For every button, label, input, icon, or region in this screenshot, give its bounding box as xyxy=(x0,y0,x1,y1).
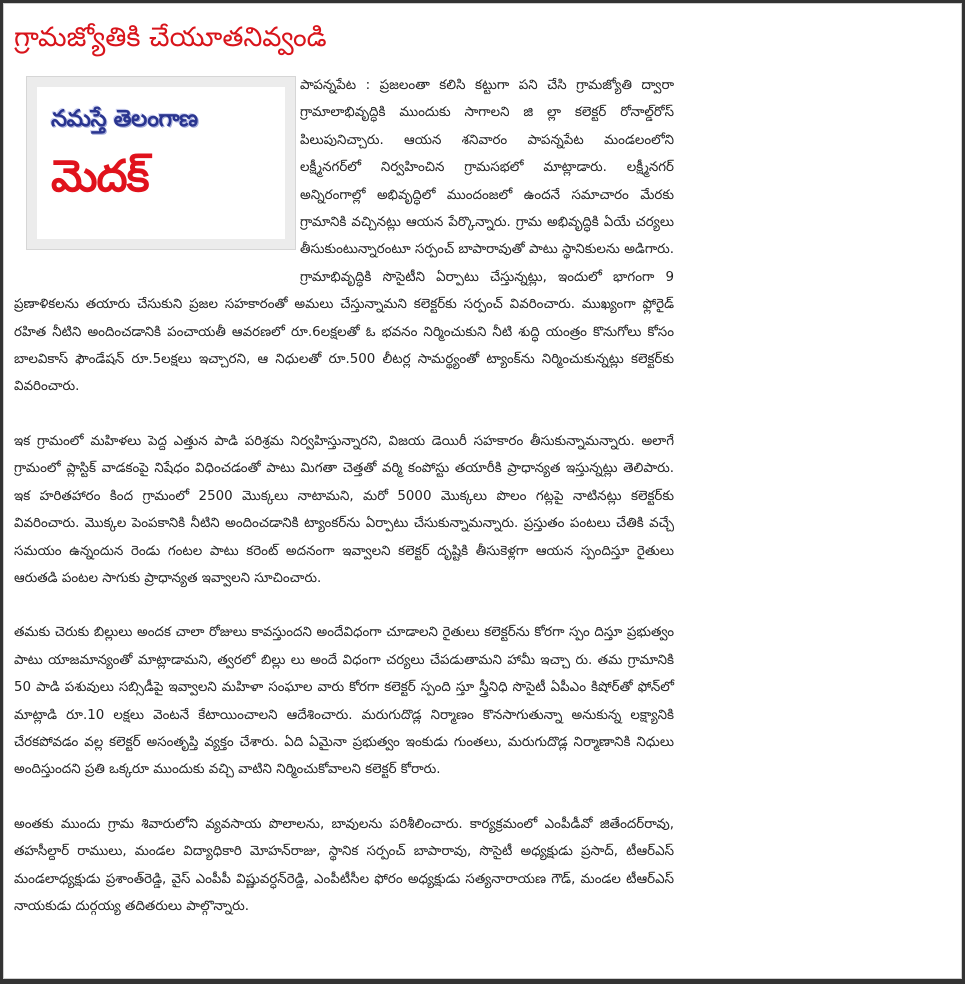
article-headline: గ్రామజ్యోతికి చేయూతనివ్వండి xyxy=(14,22,327,53)
article-paragraph: తమకు చెరుకు బిల్లులు అందక చాలా రోజులు కావస్తుందని అందేవిధంగా చూడాలని రైతులు కలెక్టర్‌ను కోరగా స్పం దిస్తూ ప్రభుత్వం పాటు యాజమాన్యంతో మాట్లాడామని, త్వరలో బిల్లు లు అందే విధంగా చర్యలు చేపడుతామని హామీ ఇచ్చా రు. తమ గ్రామానికి 50 పాడి పశువులు సబ్సిడీపై ఇవ్వాలని మహిళా సంఘాల వారు కోరగా కలెక్టర్ స్పంది స్తూ స్త్రీనిధి సొసైటీ ఏపీఎం కిషోర్‌తో ఫోన్‌లో మాట్లాడి రూ.10 లక్షలు వెంటనే కేటాయించాలని ఆదేశించారు. మరుగుదొడ్ల నిర్మాణం కొనసాగుతున్నా అనుకున్న లక్ష్యానికి చేరకపోవడం వల్ల కలెక్టర్ అసంతృప్తి వ్యక్తం చేశారు. ఏది ఏమైనా ప్రభుత్వం ఇంకుడు గుంతలు, మరుగుదొడ్ల నిర్మాణానికి నిధులు అందిస్తుందని ప్రతి ఒక్కరూ ముందుకు వచ్చి వాటిని నిర్మించుకోవాలని కలెక్టర్ కోరారు. xyxy=(14,625,674,778)
logo-spacer xyxy=(14,72,300,268)
article-page xyxy=(3,3,962,979)
article-paragraph: అంతకు ముందు గ్రామ శివారులోని వ్యవసాయ పొలాలను, బావులను పరిశీలించారు. కార్యక్రమంలో ఎంపీడీవో జితేందర్‌రావు, తహసీల్దార్ రాములు, మండల విద్యాధికారి మోహన్‌రాజు, స్థానిక సర్పంచ్ బాపారావు, సొసైటీ అధ్యక్షుడు ప్రసాద్, టీఆర్‌ఎస్ మండలాధ్యక్షుడు ప్రశాంత్‌రెడ్డి, వైస్ ఎంపీపీ విష్ణువర్ధన్‌రెడ్డి, ఎంపీటీసీల ఫోరం అధ్యక్షుడు సత్యనారాయణ గౌడ్, మండల టీఆర్‌ఎస్ నాయకుడు దుర్గయ్య తదితరులు పాల్గొన్నారు. xyxy=(14,816,674,914)
article-paragraph: పాపన్నపేట : ప్రజలంతా కలిసి కట్టుగా పని చేసి గ్రామజ్యోతి ద్వారా గ్రామాలాభివృద్ధికి ముందుకు సాగాలని జి ల్లా కలెక్టర్ రోనాల్డ్‌రోస్ పిలుపునిచ్చారు. ఆయన శనివారం పాపన్నపేట మండలంలోని లక్ష్మీనగర్‌లో నిర్వహించిన గ్రామసభలో మాట్లాడారు. లక్ష్మీనగర్ అన్నిరంగాల్లో అభివృద్ధిలో ముందంజలో ఉందనే సమాచారం మేరకు గ్రామానికి వచ్చినట్లు ఆయన పేర్కొన్నారు. గ్రామ అభివృద్ధికి ఏయే చర్యలు తీసుకుంటున్నారంటూ సర్పంచ్ బాపారావుతో పాటు స్థానికులను అడిగారు. గ్రామాభివృద్ధికి సొసైటీని ఏర్పాటు చేస్తున్నట్లు, ఇందులో భాగంగా 9 ప్రణాళికలను తయారు చేసుకుని ప్రజల సహకారంతో అమలు చేస్తున్నామని కలెక్టర్‌కు సర్పంచ్ వివరించారు. ముఖ్యంగా ఫ్లోరైడ్ రహిత నీటిని అందించడానికి పంచాయతీ ఆవరణలో రూ.6లక్షలతో ఓ భవనం నిర్మించుకుని నీటి శుద్ధి యంత్రం కొనుగోలు కోసం బాలవికాస్ ఫౌండేషన్ రూ.5లక్షలు ఇచ్చారని, ఆ నిధులతో రూ.500 లీటర్ల సామర్థ్యంతో ట్యాంక్‌ను నిర్మించుకున్నట్లు కలెక్టర్‌కు వివరించారు. xyxy=(14,78,674,395)
article-body xyxy=(14,72,674,947)
article-paragraph: ఇక గ్రామంలో మహిళలు పెద్ద ఎత్తున పాడి పరిశ్రమ నిర్వహిస్తున్నారని, విజయ డెయిరీ సహకారం తీసుకున్నామన్నారు. అలాగే గ్రామంలో ప్లాస్టిక్ వాడకంపై నిషేధం విధించడంతో పాటు మిగతా చెత్తతో వర్మి కంపోస్టు తయారీకి ప్రాధాన్యత ఇస్తున్నట్లు తెలిపారు. ఇక హరితహారం కింద గ్రామంలో 2500 మొక్కలు నాటామని, మరో 5000 మొక్కలు పొలం గట్లపై నాటినట్లు కలెక్టర్‌కు వివరించారు. మొక్కల పెంపకానికి నీటిని అందించడానికి ట్యాంకర్‌ను ఏర్పాటు చేసుకున్నామన్నారు. ప్రస్తుతం పంటలు చేతికి వచ్చే సమయం ఉన్నందున రెండు గంటల పాటు కరెంట్ అదనంగా ఇవ్వాలని కలెక్టర్ దృష్టికి తీసుకెళ్లగా ఆయన స్పందిస్తూ రైతులు ఆరుతడి పంటల సాగుకు ప్రాధాన్యత ఇవ్వాలని సూచించారు. xyxy=(14,433,674,586)
logo-publication-name: నమస్తే తెలంగాణ xyxy=(51,105,198,132)
logo-edition-name: మెదక్ xyxy=(51,151,149,202)
